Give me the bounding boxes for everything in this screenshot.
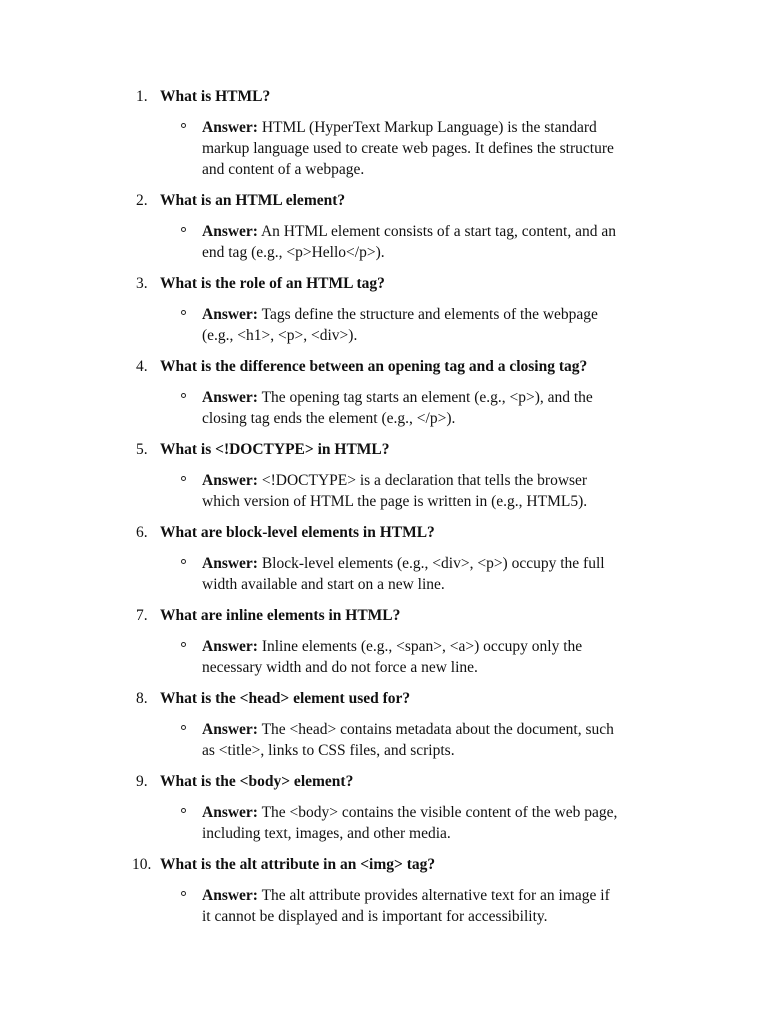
answer-label: Answer: [202,389,258,406]
answer-label: Answer: [202,223,258,240]
hollow-circle-bullet-icon [181,725,186,730]
answer-paragraph [202,719,650,761]
question-text: What is the <body> element? [160,773,354,790]
question-text: What is the role of an HTML tag? [160,275,385,292]
hollow-circle-bullet-icon [181,642,186,647]
answer-label: Answer: [202,804,258,821]
answer-label: Answer: [202,721,258,738]
answer-paragraph [202,885,650,927]
answer-text: HTML (HyperText Markup Language) is the standard markup language used to create web pages. It defines the structure and content of a webpage. [202,119,614,178]
question-number: 4. [136,358,148,375]
question-text: What is the alt attribute in an <img> tag? [160,856,436,873]
hollow-circle-bullet-icon [181,891,186,896]
question-text: What is HTML? [160,88,271,105]
answer-text: An HTML element consists of a start tag, content, and an end tag (e.g., <p>Hello</p>). [202,223,616,261]
answer-paragraph [202,221,650,263]
answer-text: Block-level elements (e.g., <div>, <p>) occupy the full width available and start on a new line. [202,555,605,593]
answer-text: The opening tag starts an element (e.g., <p>), and the closing tag ends the element (e.g., </p>). [202,389,593,427]
question-text: What are block-level elements in HTML? [160,524,435,541]
question-text: What is <!DOCTYPE> in HTML? [160,441,390,458]
answer-paragraph [202,387,650,429]
question-text: What is the difference between an opening tag and a closing tag? [160,358,588,375]
answer-paragraph [202,117,650,180]
question-number: 5. [136,441,148,458]
hollow-circle-bullet-icon [181,227,186,232]
answer-label: Answer: [202,306,258,323]
answer-text: The alt attribute provides alternative text for an image if it cannot be displayed and is important for accessibility. [202,887,610,925]
answer-label: Answer: [202,472,258,489]
answer-label: Answer: [202,638,258,655]
question-number: 1. [136,88,148,105]
question-number: 2. [136,192,148,209]
hollow-circle-bullet-icon [181,123,186,128]
answer-label: Answer: [202,119,258,136]
hollow-circle-bullet-icon [181,559,186,564]
answer-paragraph [202,802,650,844]
question-text: What is the <head> element used for? [160,690,411,707]
answer-text: Inline elements (e.g., <span>, <a>) occupy only the necessary width and do not force a new line. [202,638,583,676]
hollow-circle-bullet-icon [181,310,186,315]
answer-paragraph [202,636,650,678]
answer-paragraph [202,470,650,512]
question-number: 10. [132,856,152,873]
hollow-circle-bullet-icon [181,808,186,813]
hollow-circle-bullet-icon [181,393,186,398]
answer-paragraph [202,304,650,346]
question-number: 3. [136,275,148,292]
answer-label: Answer: [202,555,258,572]
answer-text: <!DOCTYPE> is a declaration that tells the browser which version of HTML the page is written in (e.g., HTML5). [202,472,588,510]
answer-text: Tags define the structure and elements of the webpage (e.g., <h1>, <p>, <div>). [202,306,598,344]
question-text: What is an HTML element? [160,192,346,209]
answer-paragraph [202,553,650,595]
question-text: What are inline elements in HTML? [160,607,401,624]
question-number: 8. [136,690,148,707]
answer-text: The <body> contains the visible content of the web page, including text, images, and other media. [202,804,618,842]
hollow-circle-bullet-icon [181,476,186,481]
question-number: 7. [136,607,148,624]
question-number: 6. [136,524,148,541]
answer-label: Answer: [202,887,258,904]
answer-text: The <head> contains metadata about the document, such as <title>, links to CSS files, and scripts. [202,721,614,759]
question-number: 9. [136,773,148,790]
